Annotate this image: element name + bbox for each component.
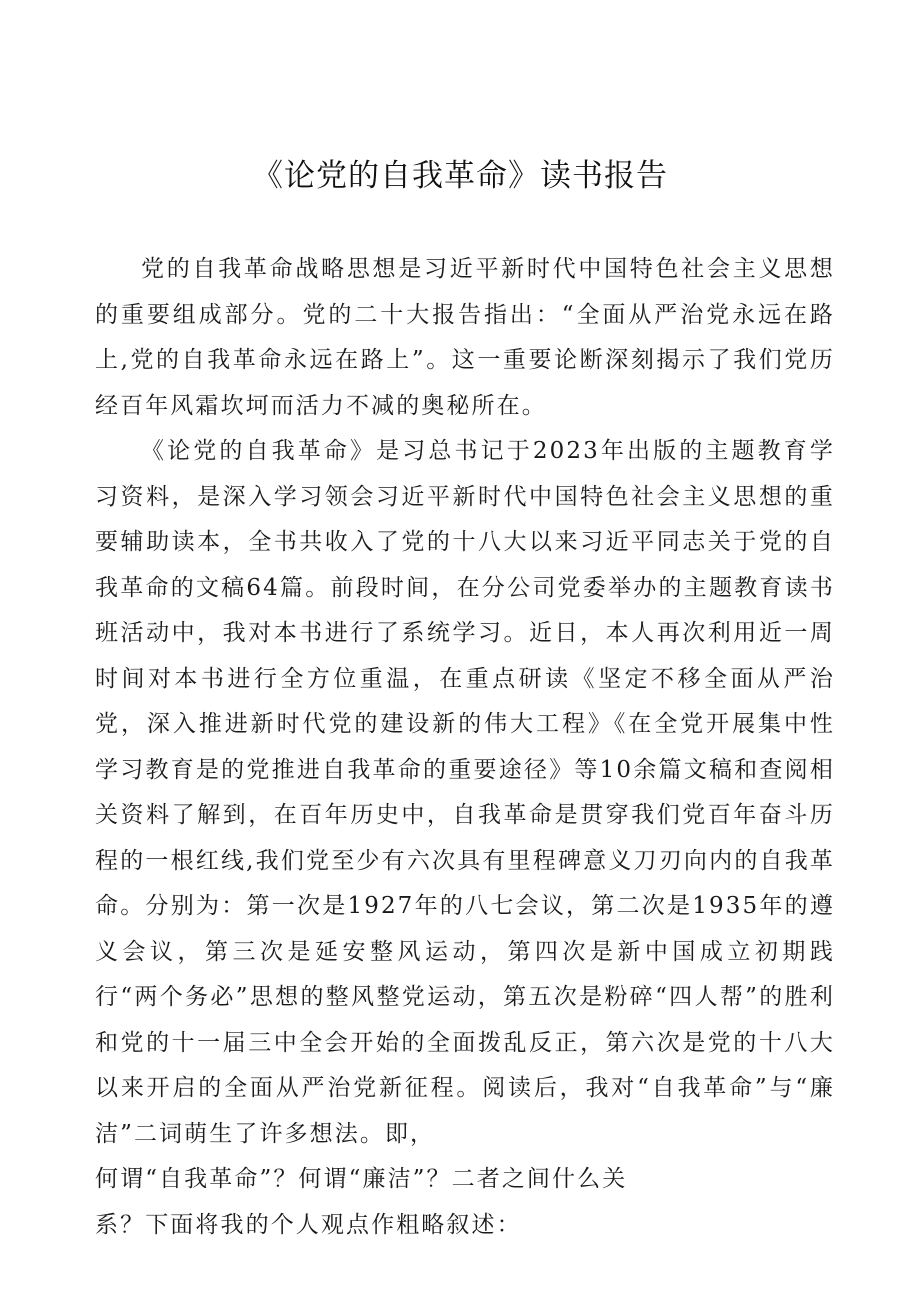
paragraph-2: 《论党的自我革命》是习总书记于2023年出版的主题教育学习资料，是深入学习领会习近平新时代中国特色社会主义思想的重要辅助读本，全书共收入了党的十八大以来习近平同志关于党的自我革命的文稿64篇。前段时间，在分公司党委举办的主题教育读书班活动中，我对本书进行了系统学习。近日，本人再次利用近一周时间对本书进行全方位重温，在重点研读《坚定不移全面从严治党，深入推进新时代党的建设新的伟大工程》《在全党开展集中性学习教育是的党推进自我革命的重要途径》等10余篇文稿和查阅相关资料了解到，在百年历史中，自我革命是贯穿我们党百年奋斗历程的一根红线,我们党至少有六次具有里程碑意义刀刃向内的自我革命。分别为：第一次是1927年的八七会议，第二次是1935年的遵义会议，第三次是延安整风运动，第四次是新中国成立初期践行“两个务必”思想的整风整党运动，第五次是粉碎“四人帮”的胜利和党的十一届三中全会开始的全面拨乱反正，第六次是党的十八大以来开启的全面从严治党新征程。阅读后，我对“自我革命”与“廉洁”二词萌生了许多想法。即， (95, 438, 835, 1147)
tail-line-1: 何谓“自我革命”？何谓“廉洁”？二者之间什么关 (95, 1166, 628, 1192)
tail-line-2: 系？下面将我的个人观点作粗略叙述： (95, 1211, 522, 1238)
document-title: 《论党的自我革命》读书报告 (252, 158, 668, 194)
paragraph-1: 党的自我革命战略思想是习近平新时代中国特色社会主义思想的重要组成部分。党的二十大报告指出：“全面从严治党永远在路上,党的自我革命永远在路上”。这一重要论断深刻揭示了我们党历经百年风霜坎坷而活力不减的奥秘所在。 (95, 256, 835, 419)
paragraph-2-tail (95, 1157, 835, 1248)
document-body (95, 247, 835, 1248)
